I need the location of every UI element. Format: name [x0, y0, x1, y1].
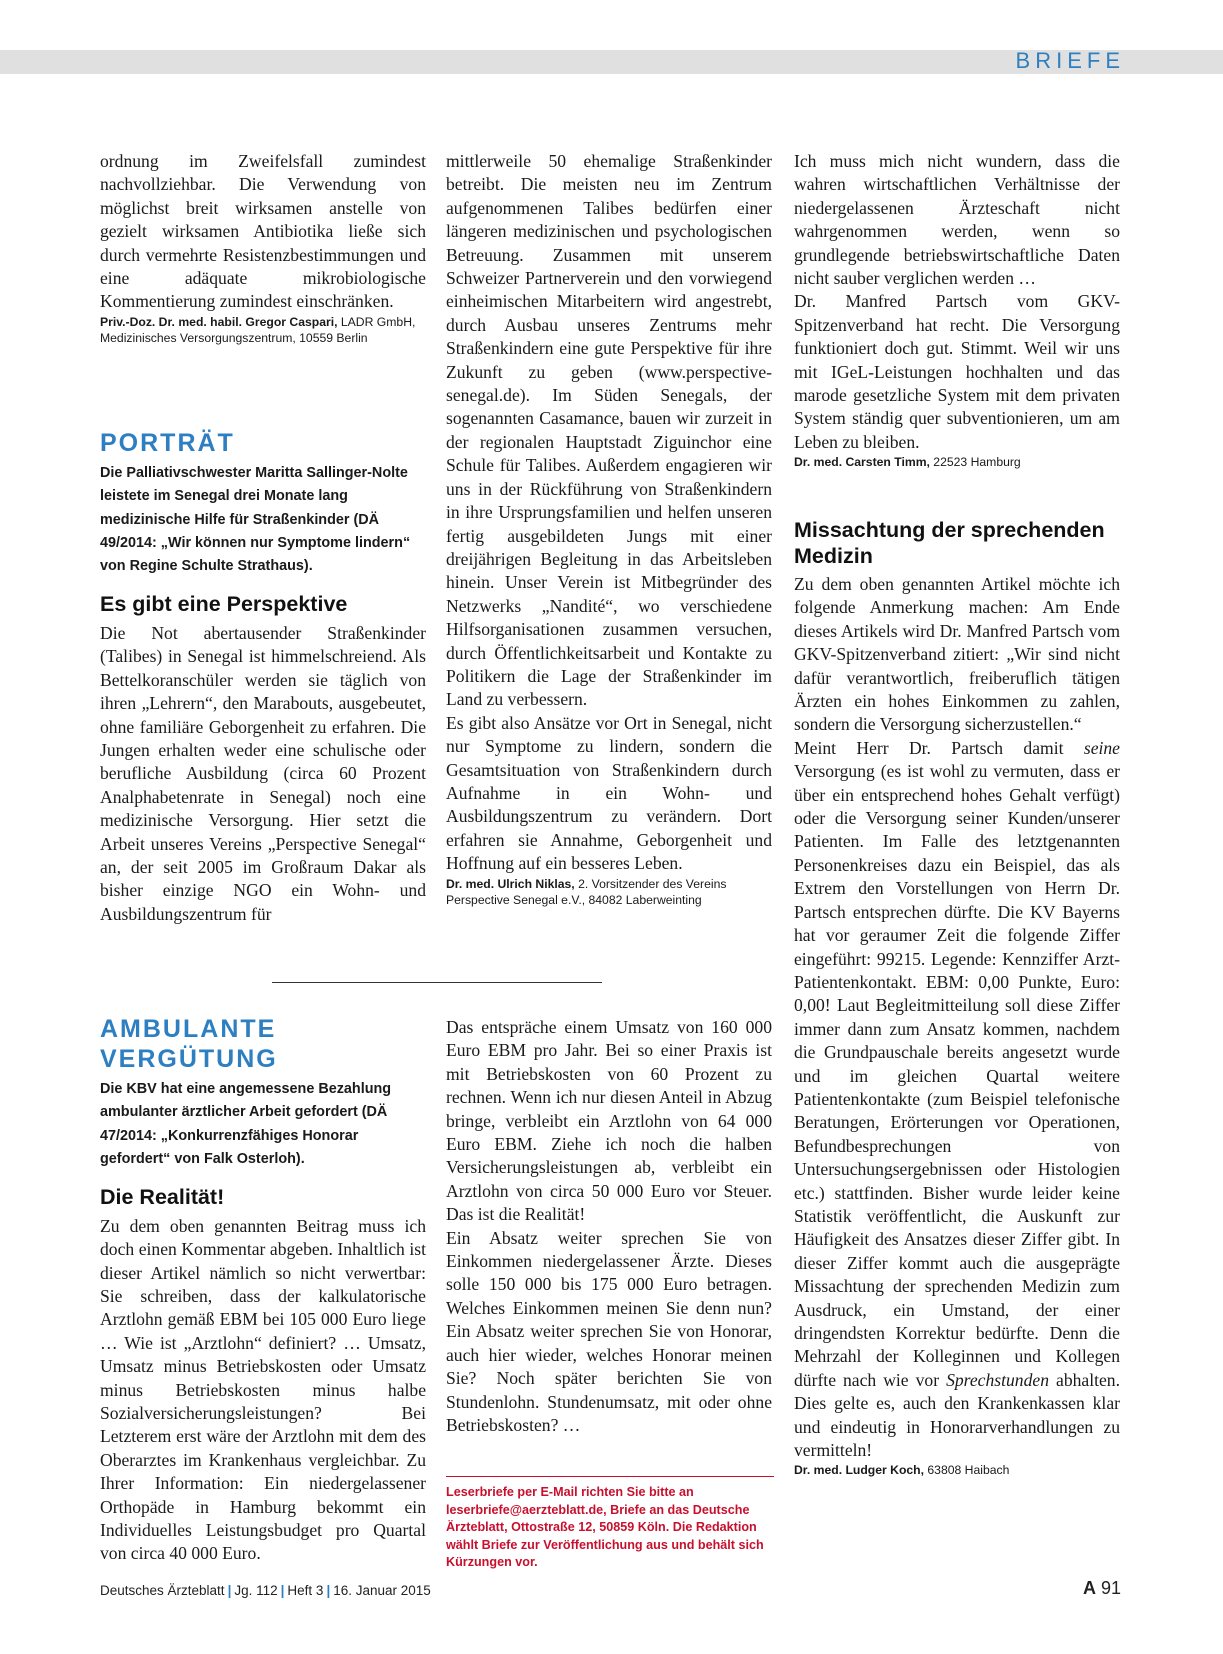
signature-affiliation: LADR GmbH, Medizinisches Versorgungszentrum, 10559 Berlin: [100, 314, 416, 346]
letter-signature: [794, 454, 1120, 471]
letter-text: Ich muss mich nicht wundern, dass die wahren wirtschaftlichen Verhältnisse der niedergelassenen Ärzteschaft nicht wahrgenommen werden, wenn so grundlegende betriebswirtschaftliche Daten nicht sauber verglichen werden …: [794, 151, 1120, 289]
signature-affiliation: 63808 Haibach: [924, 1463, 1010, 1478]
letter-text: Zu dem oben genannten Artikel möchte ich folgende Anmerkung machen: Am Ende dieses Artikels wird Dr. Manfred Partsch vom GKV-Spitzenverband zitiert: „Wir sind nicht dafür verantwortlich, freiberuflich tätigen Ärzten ein hohes Einkommen zu zahlen, sondern die Versorgung sicherzustellen.“: [794, 574, 1120, 735]
missachtung-letter: [794, 518, 1120, 1479]
letter-signature: [446, 876, 772, 909]
letter-headline: Die Realität!: [100, 1185, 225, 1210]
issue: Heft 3: [287, 1583, 324, 1598]
volume: Jg. 112: [234, 1583, 278, 1598]
letter-text: Das entspräche einem Umsatz von 160 000 Euro EBM pro Jahr. Bei so einer Praxis ist mit Betriebskosten von 60 Prozent zu rechnen. Wenn ich nur diesen Anteil in Abzug bringe, verbleibt ein Arztlohn von 64 000 Euro EBM. Ziehe ich noch die halben Versicherungsleistungen ab, verbleibt ein Arztlohn von circa 50 000 Euro vor Steuer. Das ist die Realität!: [446, 1017, 772, 1225]
emphasis: seine: [1083, 737, 1120, 758]
letter-signature: [100, 314, 426, 347]
rubric-title: PORTRÄT: [100, 429, 235, 457]
page-number-value: 91: [1100, 1578, 1121, 1598]
section-title: BRIEFE: [1015, 48, 1125, 73]
emphasis: Sprechstunden: [946, 1369, 1050, 1390]
letter-headline: Missachtung der sprechenden Medizin: [794, 518, 1105, 568]
letter-signature: [794, 1462, 1120, 1479]
reader-letters-note: Leserbriefe per E-Mail richten Sie bitte an leserbriefe@aerzteblatt.de, Briefe an das Deutsche Ärzteblatt, Ottostraße 12, 50859 Köln. Die Redaktion wählt Briefe zur Veröffentlichung aus und behält sich Kürzungen vor.: [446, 1476, 774, 1572]
letter-text: [794, 737, 1120, 1463]
letter-text: ordnung im Zweifelsfall zumindest nachvollziehbar. Die Verwendung von möglichst breit wirksamen anstelle von gezielt wirksamen Antibiotika ließe sich durch vermehrte Resistenzbestimmungen und eine adäquate mikrobiologische Kommentierung zumindest einschränken.: [100, 151, 426, 312]
signature-affiliation: 22523 Hamburg: [929, 455, 1021, 470]
letter-text: Zu dem oben genannten Beitrag muss ich doch einen Kommentar abgeben. Inhaltlich ist dieser Artikel nämlich so nicht verwertbar: Sie schreiben, dass der kalkulatorische Arztlohn gemäß EBM bei 105 000 Euro liege … Wie ist „Arztlohn“ definiert? … Umsatz, Umsatz minus Betriebskosten oder Umsatz minus Betriebskosten minus halbe Sozialversicherungsleistungen? Bei Letzterem erst wäre der Arztlohn mit dem des Oberarztes im Krankenhaus vergleichbar. Zu Ihrer Information: Ein niedergelassener Orthopäde in Hamburg bekommt ein Individuelles Leistungsbudget pro Quartal von circa 40 000 Euro.: [100, 1215, 426, 1564]
verguetung-section: [100, 1014, 426, 1566]
signature-affiliation: 2. Vorsitzender des Vereins Perspective Senegal e.V., 84082 Laberweinting: [446, 876, 727, 908]
text-run: Versorgung (es ist wohl zu vermuten, dass er über ein entsprechend hohes Gehalt verfügt) oder die Versorgung seiner Kunden/unserer Patienten. Im Falle des letztgenannten Personenkreises dazu ein Beispiel, das als Extrem den Vorstellungen von Herrn Dr. Partsch entsprechen dürfte. Die KV Bayerns hat vor geraumer Zeit die folgende Ziffer eingeführt: 99215. Legende: Kennziffer Arzt-Patientenkontakt. EBM: 0,00 Punkte, Euro: 0,00! Laut Begleitmitteilung soll diese Ziffer immer dann zum Ansatz kommen, nachdem die Grundpauschale bereits angesetzt wurde und im gleichen Quartal weitere Patientenkontakte (zum Beispiel telefonische Beratungen, Erörterungen vor Operationen, Befundbesprechungen von Untersuchungsergebnissen oder Histologien etc.) stattfinden. Bisher wurde leider keine Statistik veröffentlicht, die Auskunft zur Häufigkeit des Ansatzes dieser Ziffer gibt. In dieser Ziffer kommt auch die ausgeprägte Missachtung der sprechenden Medizin zum Ausdruck, ein Umstand, der einer dringendsten Korrektur bedürfte. Denn die Mehrzahl der Kolleginnen und Kollegen dürfte nach wie vor: [794, 761, 1120, 1390]
verguetung-continued: [446, 1016, 772, 1437]
page-number: [1083, 1578, 1121, 1599]
journal-name: Deutsches Ärzteblatt: [100, 1583, 225, 1598]
page-prefix: A: [1082, 1578, 1096, 1598]
column-1-top: [100, 150, 426, 347]
letter-text: Die Not abertausender Straßenkinder (Talibes) in Senegal ist himmelschreiend. Als Bettelkoranschüler werden sie täglich von ihren „Lehrern“, den Marabouts, ausgebeutet, ohne familiäre Geborgenheit zu erfahren. Die Jungen erhalten weder eine schulische oder berufliche Ausbildung (circa 60 Prozent Analphabetenrate in Senegal) noch eine medizinische Versorgung. Hier setzt die Arbeit unseres Vereins „Perspective Senegal“ an, der seit 2005 im Großraum Dakar als bisher einzige NGO ein Wohn- und Ausbildungszentrum für: [100, 622, 426, 924]
letter-text: Es gibt also Ansätze vor Ort in Senegal, nicht nur Symptome zu lindern, sondern die Gesamtsituation von Straßenkindern durch Aufnahme in ein Wohn- und Ausbildungszentrum zu verändern. Dort erfahren sie Annahme, Geborgenheit und Hoffnung auf ein besseres Leben.: [446, 712, 772, 874]
text-run: abhalten. Dies gelte es, auch den Krankenkassen klar und eindeutig in Honorarverhandlungen zu vermitteln!: [794, 1369, 1121, 1461]
footer: [100, 1583, 431, 1598]
separator: |: [326, 1583, 331, 1598]
article-intro: Die KBV hat eine angemessene Bezahlung ambulanter ärztlicher Arbeit gefordert (DÄ 47/2014: „Konkurrenzfähiges Honorar gefordert“ von Falk Osterloh).: [100, 1081, 392, 1167]
column-2-top: [446, 150, 772, 909]
article-intro: Die Palliativschwester Maritta Sallinger-Nolte leistete im Senegal drei Monate lang medizinische Hilfe für Straßenkinder (DÄ 49/2014: „Wir können nur Symptome lindern“ von Regine Schulte Strathaus).: [100, 465, 411, 575]
rubric-title: AMBULANTE VERGÜTUNG: [100, 1015, 278, 1073]
section-divider: [272, 982, 602, 983]
letter-headline: Es gibt eine Perspektive: [100, 592, 348, 617]
signature-name: Priv.-Doz. Dr. med. habil. Gregor Caspari,: [100, 314, 338, 329]
signature-name: Dr. med. Carsten Timm,: [794, 455, 930, 470]
column-3-top: [794, 150, 1120, 471]
text-run: Meint Herr Dr. Partsch damit: [794, 737, 1084, 758]
separator: |: [227, 1583, 232, 1598]
letter-text: Dr. Manfred Partsch vom GKV-Spitzenverband hat recht. Die Versorgung funktioniert doch gut. Stimmt. Weil wir uns mit IGeL-Leistungen hochhalten und das marode gesetzliche System mit dem privaten System ständig quer subventionieren, um am Leben zu bleiben.: [794, 291, 1120, 452]
separator: |: [280, 1583, 285, 1598]
letter-text: Ein Absatz weiter sprechen Sie von Einkommen niedergelassener Ärzte. Dieses solle 150 000 bis 175 000 Euro betragen. Welches Einkommen meinen Sie denn nun? Ein Absatz weiter sprechen Sie von Honorar, auch hier wieder, welches Honorar meinen Sie? Noch später berichten Sie von Stundenlohn. Stundenumsatz, mit oder ohne Betriebskosten? …: [446, 1227, 772, 1435]
signature-name: Dr. med. Ulrich Niklas,: [446, 876, 575, 891]
letter-text: mittlerweile 50 ehemalige Straßenkinder betreibt. Die meisten neu im Zentrum aufgenommenen Talibes bedürfen einer längeren medizinischen und psychologischen Betreuung. Zusammen mit unserem Schweizer Partnerverein und den vorwiegend einheimischen Mitarbeitern wird angestrebt, durch Ausbau unseres Zentrums mehr Straßenkindern eine gute Perspektive für ihre Zukunft zu geben (www.perspective-senegal.de). Im Süden Senegals, der sogenannten Casamance, bauen wir zurzeit in der regionalen Hauptstadt Ziguinchor eine Schule für Talibes. Außerdem engagieren wir uns in der Rückführung von Straßenkindern in ihre Ursprungsfamilien und helfen unseren fertig ausgebildeten Jungs mit einer dreijährigen Begleitung in das Arbeitsleben hinein. Unser Verein ist Mitbegründer des Netzwerks „Nandité“, wo verschiedene Hilfsorganisationen zusammen versuchen, durch Öffentlichkeitsarbeit und Kontakte zu Politikern die Lage der Straßenkinder im Land zu verbessern.: [446, 151, 772, 710]
issue-date: 16. Januar 2015: [333, 1583, 431, 1598]
portraet-section: [100, 428, 426, 926]
signature-name: Dr. med. Ludger Koch,: [794, 1463, 925, 1478]
